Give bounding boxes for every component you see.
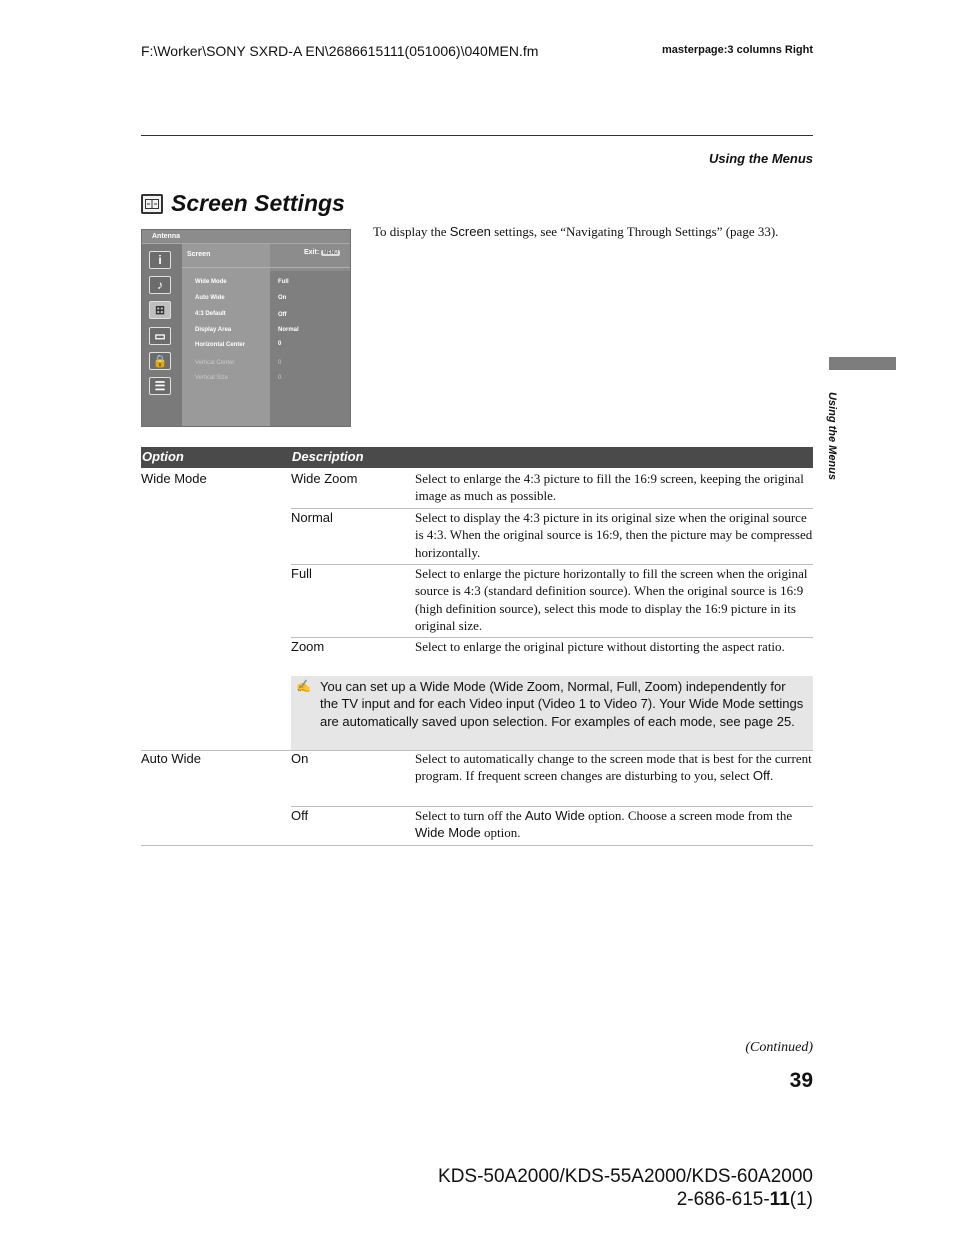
option-auto-wide: Auto Wide bbox=[141, 751, 201, 766]
note-box bbox=[291, 676, 813, 750]
menu-item: Display Area bbox=[195, 327, 232, 333]
menu-key-icon: MENU bbox=[323, 250, 338, 256]
menu-value: On bbox=[278, 295, 287, 301]
top-rule bbox=[141, 135, 813, 136]
menu-screen-label: Screen bbox=[187, 251, 211, 258]
header-file-path: F:\Worker\SONY SXRD-A EN\2686615111(051006)\040MEN.fm bbox=[141, 43, 539, 59]
header-option: Option bbox=[142, 449, 184, 464]
page-title: Screen Settings bbox=[171, 190, 345, 216]
menu-exit: Exit: MENU bbox=[304, 249, 338, 256]
setting-full: Full bbox=[291, 566, 312, 581]
header-masterpage: masterpage:3 columns Right bbox=[662, 44, 813, 56]
desc-wide-zoom: Select to enlarge the 4:3 picture to fill the 16:9 screen, keeping the original image as much as possible. bbox=[415, 471, 804, 504]
side-tab-label: Using the Menus bbox=[826, 391, 838, 480]
setting-on: On bbox=[291, 751, 309, 766]
menu-item: 4:3 Default bbox=[195, 311, 226, 317]
note-text: You can set up a Wide Mode (Wide Zoom, Normal, Full, Zoom) independently for the TV input and for each Video input (Video 1 to Video 7). Your Wide Mode settings are automatically saved upon selection. For examples of each mode, see page 25. bbox=[320, 679, 804, 729]
title-row bbox=[141, 190, 345, 217]
menu-value: Normal bbox=[278, 327, 299, 333]
table-header bbox=[141, 447, 813, 468]
continued-label: (Continued) bbox=[745, 1040, 813, 1055]
setting-zoom: Zoom bbox=[291, 639, 325, 654]
tv-menu-image bbox=[141, 229, 351, 427]
menu-antenna-label: Antenna bbox=[152, 233, 180, 240]
menu-item: Wide Mode bbox=[195, 279, 227, 285]
menu-item: Vertical Center bbox=[195, 360, 235, 366]
desc-normal: Select to display the 4:3 picture in its original size when the original source is 4:3. When the original source is 16:9, then the picture may be compressed horizontally. bbox=[415, 510, 813, 560]
pencil-note-icon: ✍ bbox=[296, 679, 311, 693]
screen-icon: ⊞ bbox=[149, 301, 171, 319]
menu-item: Auto Wide bbox=[195, 295, 225, 301]
side-tab-marker bbox=[829, 357, 896, 370]
option-wide-mode: Wide Mode bbox=[141, 471, 207, 486]
info-icon: i bbox=[149, 251, 171, 269]
screen-settings-icon bbox=[141, 194, 163, 214]
menu-item: Horizontal Center bbox=[195, 342, 246, 348]
menu-value: Off bbox=[278, 312, 287, 318]
model-info bbox=[400, 1165, 813, 1211]
parental-lock-icon: 🔒 bbox=[149, 352, 171, 370]
setup-icon: ☰ bbox=[149, 377, 171, 395]
desc-on: Select to automatically change to the screen mode that is best for the current program. If frequent screen changes are disturbing to you, select Off. bbox=[415, 751, 812, 784]
part-code: 2-686-615-11(1) bbox=[676, 1189, 813, 1210]
menu-value: 0 bbox=[278, 360, 282, 366]
page-number: 39 bbox=[789, 1069, 813, 1092]
setting-wide-zoom: Wide Zoom bbox=[291, 471, 358, 486]
menu-value: Full bbox=[278, 279, 289, 285]
model-numbers: KDS-50A2000/KDS-55A2000/KDS-60A2000 bbox=[438, 1166, 813, 1187]
menu-value: 0 bbox=[278, 341, 282, 347]
menu-value: 0 bbox=[278, 375, 282, 381]
setting-off: Off bbox=[291, 808, 309, 823]
channel-icon: ▭ bbox=[149, 327, 171, 345]
sound-icon: ♪ bbox=[149, 276, 171, 294]
setting-normal: Normal bbox=[291, 510, 333, 525]
section-heading: Using the Menus bbox=[708, 151, 813, 166]
desc-zoom: Select to enlarge the original picture without distorting the aspect ratio. bbox=[415, 639, 785, 654]
menu-item: Vertical Size bbox=[195, 375, 229, 381]
desc-off: Select to turn off the Auto Wide option. Choose a screen mode from the Wide Mode option. bbox=[415, 808, 793, 841]
header-description: Description bbox=[292, 449, 364, 464]
intro-text: To display the Screen settings, see “Navigating Through Settings” (page 33). bbox=[373, 224, 779, 239]
desc-full: Select to enlarge the picture horizontally to fill the screen when the original source is 4:3 (standard definition source). When the original source is 16:9 (high definition source), select this mode to display the 16:9 picture in its original size. bbox=[415, 566, 808, 633]
